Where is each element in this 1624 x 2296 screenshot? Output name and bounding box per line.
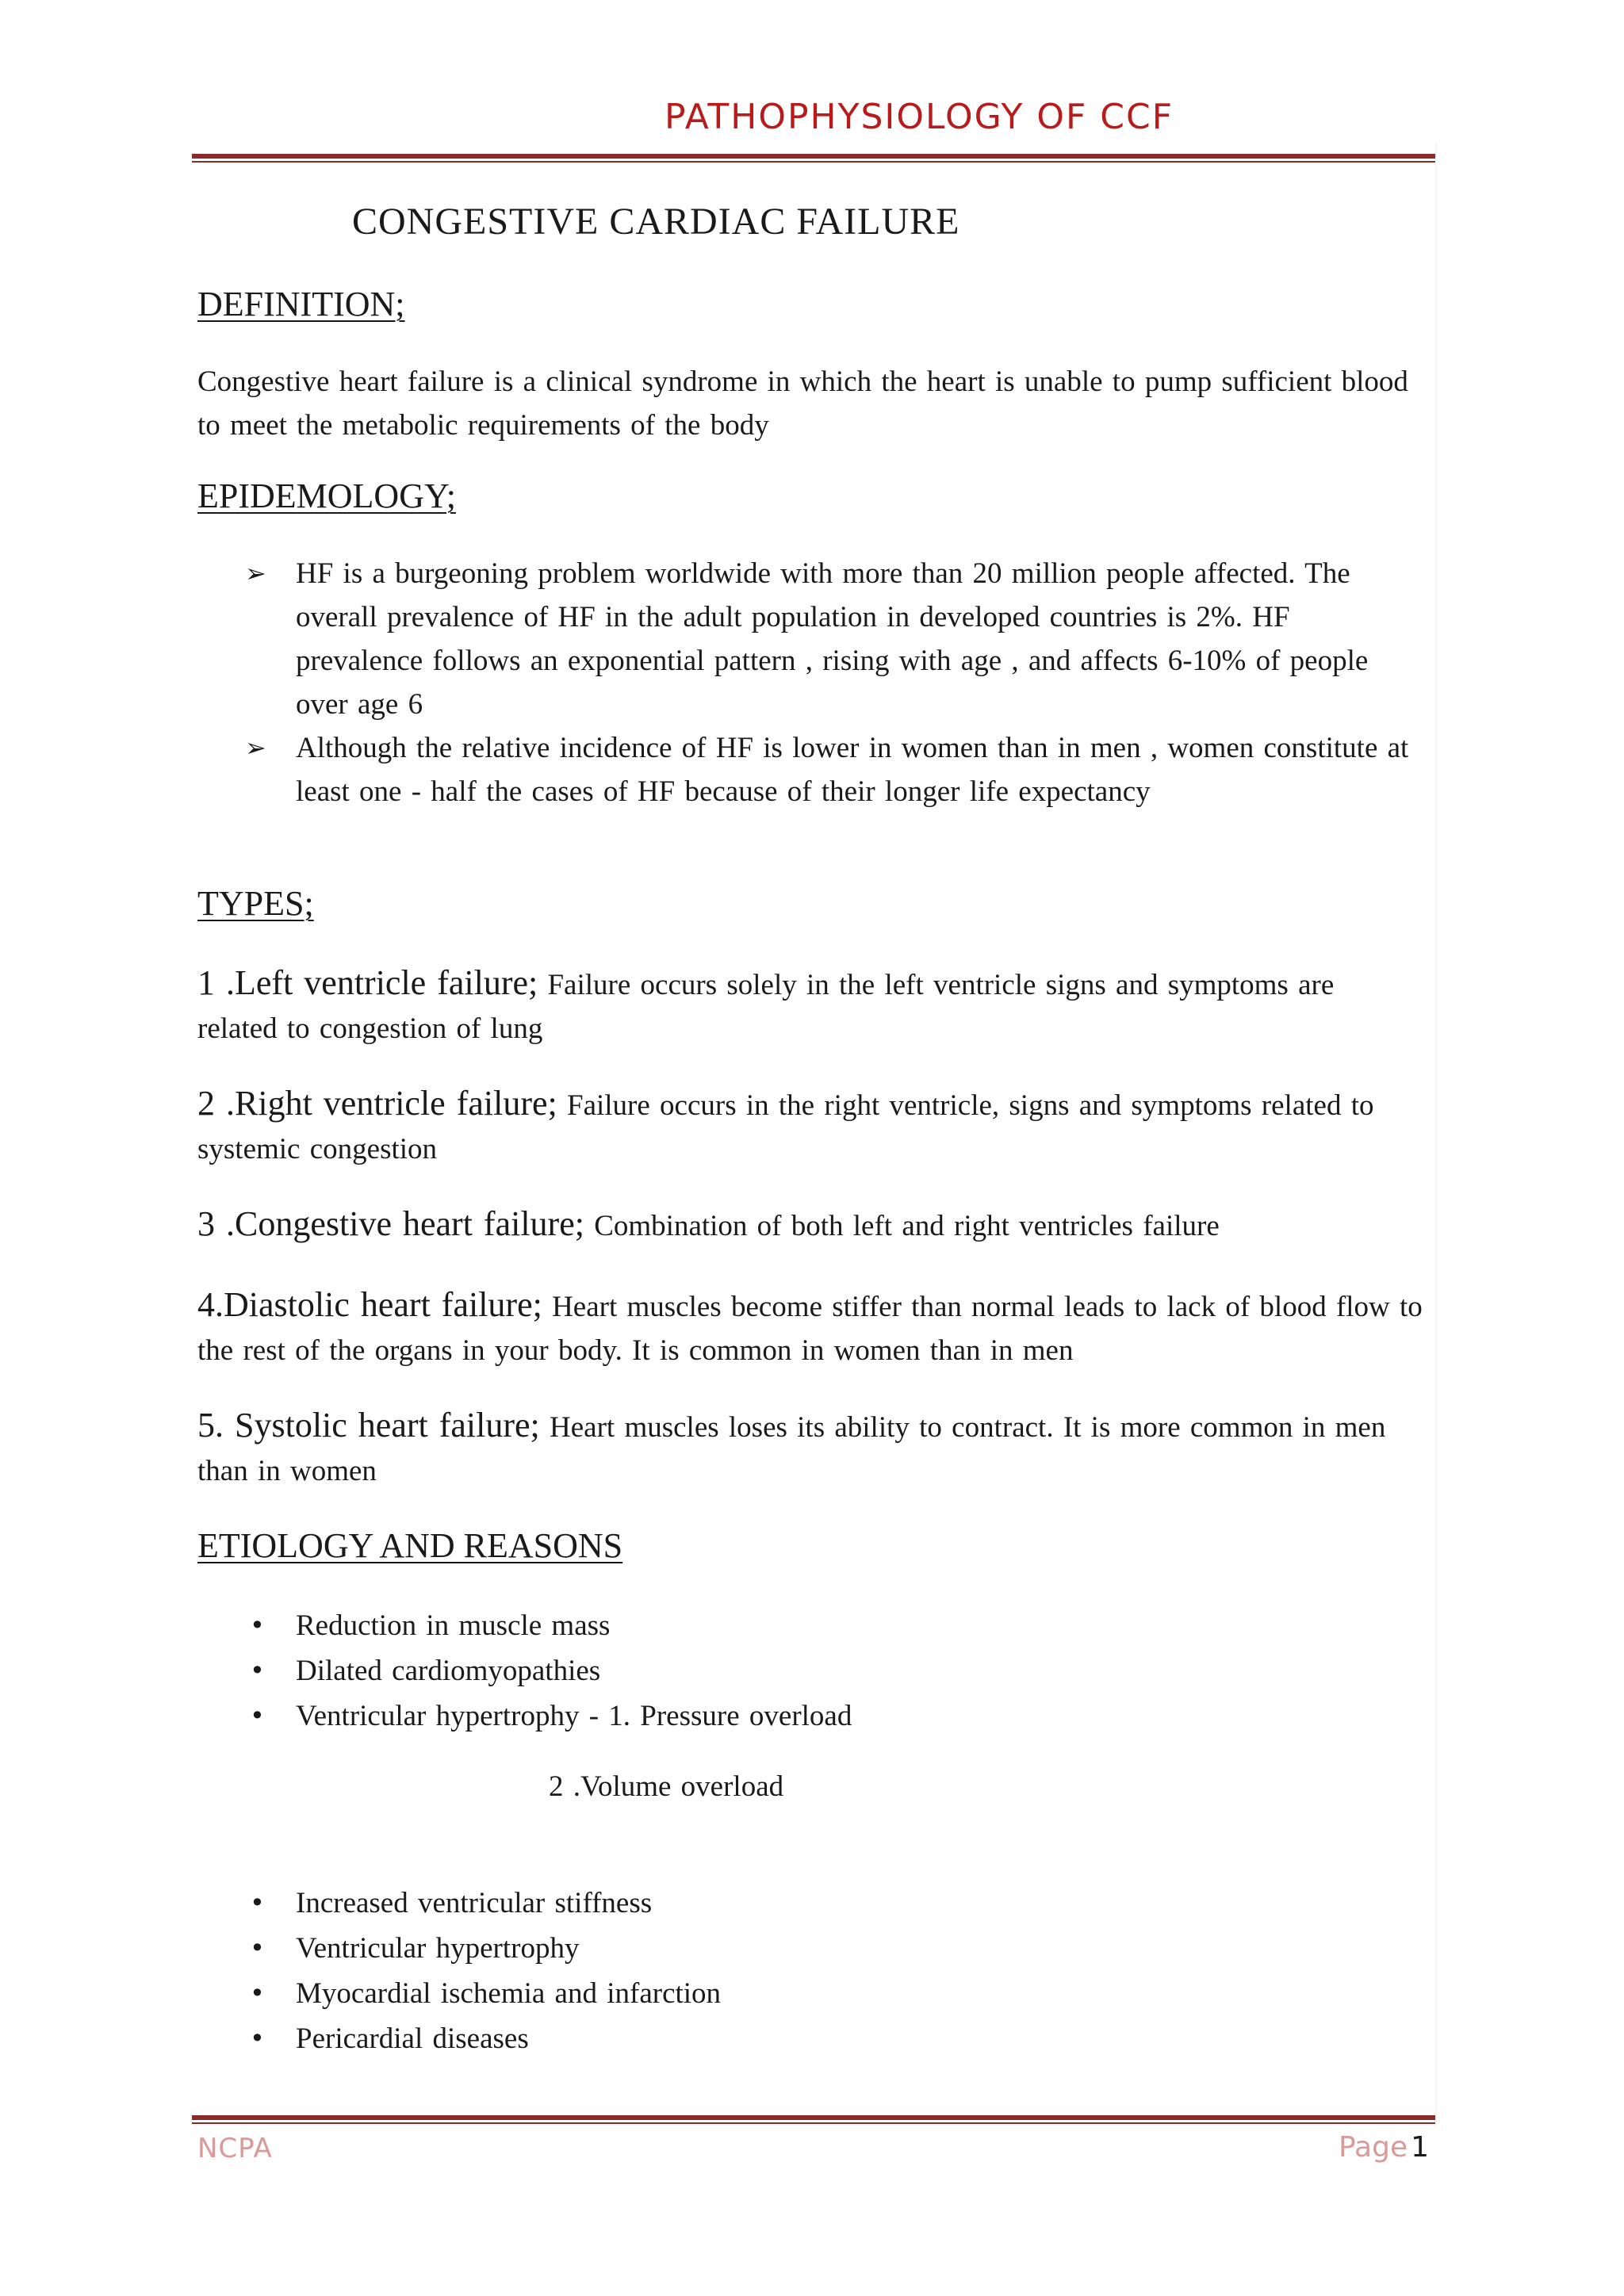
type-item-text: Combination of both left and right ventricles failure (584, 1210, 1220, 1242)
list-item (197, 1926, 1419, 1971)
type-item-title: 4.Diastolic heart failure; (197, 1285, 542, 1324)
list-item-text: Ventricular hypertrophy - 1. Pressure overload (296, 1700, 852, 1732)
type-item-title: 5. Systolic heart failure; (197, 1406, 540, 1445)
epidemiology-heading: EPIDEMOLOGY; (197, 476, 456, 515)
round-bullet-icon: • (250, 1978, 265, 2008)
list-item (197, 726, 1419, 813)
page-number (1339, 2131, 1429, 2164)
etiology-subline: 2 .Volume overload (549, 1770, 784, 1803)
type-item-4 (197, 1283, 1423, 1372)
footer-organization: NCPA (197, 2133, 273, 2164)
epidemiology-list (197, 552, 1419, 813)
round-bullet-icon: • (250, 1610, 265, 1640)
types-heading: TYPES; (197, 884, 314, 923)
list-item-text: HF is a burgeoning problem worldwide with more than 20 million people affected. The overall prevalence of HF in the adult population in developed countries is 2%. HF prevalence follows an exponential pattern , rising with age , and affects 6-10% of people over age 6 (296, 557, 1369, 721)
list-item (197, 1648, 1419, 1693)
type-item-text: Heart muscles loses its ability to contract. It is more common in men than in women (197, 1411, 1386, 1487)
arrow-bullet-icon: ➢ (245, 558, 266, 588)
list-item (197, 1971, 1419, 2016)
round-bullet-icon: • (250, 1888, 265, 1918)
list-item-text: Dilated cardiomyopathies (296, 1655, 601, 1687)
round-bullet-icon: • (250, 1933, 265, 1963)
type-item-title: 3 .Congestive heart failure; (197, 1204, 584, 1243)
etiology-list-a (197, 1603, 1419, 1739)
type-item-1 (197, 961, 1423, 1050)
definition-heading: DEFINITION; (197, 285, 405, 323)
round-bullet-icon: • (250, 1701, 265, 1731)
type-item-text: Failure occurs solely in the left ventricle signs and symptoms are related to congestion of lung (197, 969, 1335, 1045)
list-item (197, 1881, 1419, 1926)
etiology-list-b (197, 1881, 1419, 2061)
list-item-text: Reduction in muscle mass (296, 1609, 611, 1642)
type-item-3 (197, 1202, 1423, 1248)
page-label: Page (1338, 2131, 1408, 2164)
type-item-5 (197, 1403, 1423, 1493)
type-item-text: Heart muscles become stiffer than normal leads to lack of blood flow to the rest of the organs in your body. It is common in women than in men (197, 1291, 1423, 1367)
list-item (197, 1693, 1419, 1739)
round-bullet-icon: • (250, 1655, 265, 1686)
etiology-heading: ETIOLOGY AND REASONS (197, 1526, 623, 1565)
footer-rule (192, 2115, 1435, 2124)
document-title: CONGESTIVE CARDIAC FAILURE (352, 201, 960, 243)
running-header-title: PATHOPHYSIOLOGY OF CCF (664, 97, 1174, 137)
list-item (197, 552, 1419, 726)
definition-text: Congestive heart failure is a clinical syndrome in which the heart is unable to pump sufficient blood to meet the metabolic requirements of the body (197, 365, 1408, 442)
page-number-value: 1 (1411, 2131, 1429, 2164)
list-item (197, 1603, 1419, 1648)
list-item (197, 2016, 1419, 2061)
page-margin-line (1435, 143, 1437, 2125)
arrow-bullet-icon: ➢ (245, 733, 266, 763)
header-rule (192, 154, 1435, 163)
type-item-2 (197, 1081, 1423, 1171)
list-item-text: Although the relative incidence of HF is lower in women than in men , women constitute at least one - half the cases of HF because of their longer life expectancy (296, 732, 1409, 808)
round-bullet-icon: • (250, 2023, 265, 2053)
list-item-text: Ventricular hypertrophy (296, 1932, 580, 1965)
list-item-text: Increased ventricular stiffness (296, 1887, 653, 1919)
list-item-text: Myocardial ischemia and infarction (296, 1977, 722, 2010)
type-item-text: Failure occurs in the right ventricle, signs and symptoms related to systemic congestion (197, 1089, 1374, 1165)
list-item-text: Pericardial diseases (296, 2022, 529, 2055)
type-item-title: 2 .Right ventricle failure; (197, 1084, 557, 1123)
type-item-title: 1 .Left ventricle failure; (197, 963, 538, 1002)
